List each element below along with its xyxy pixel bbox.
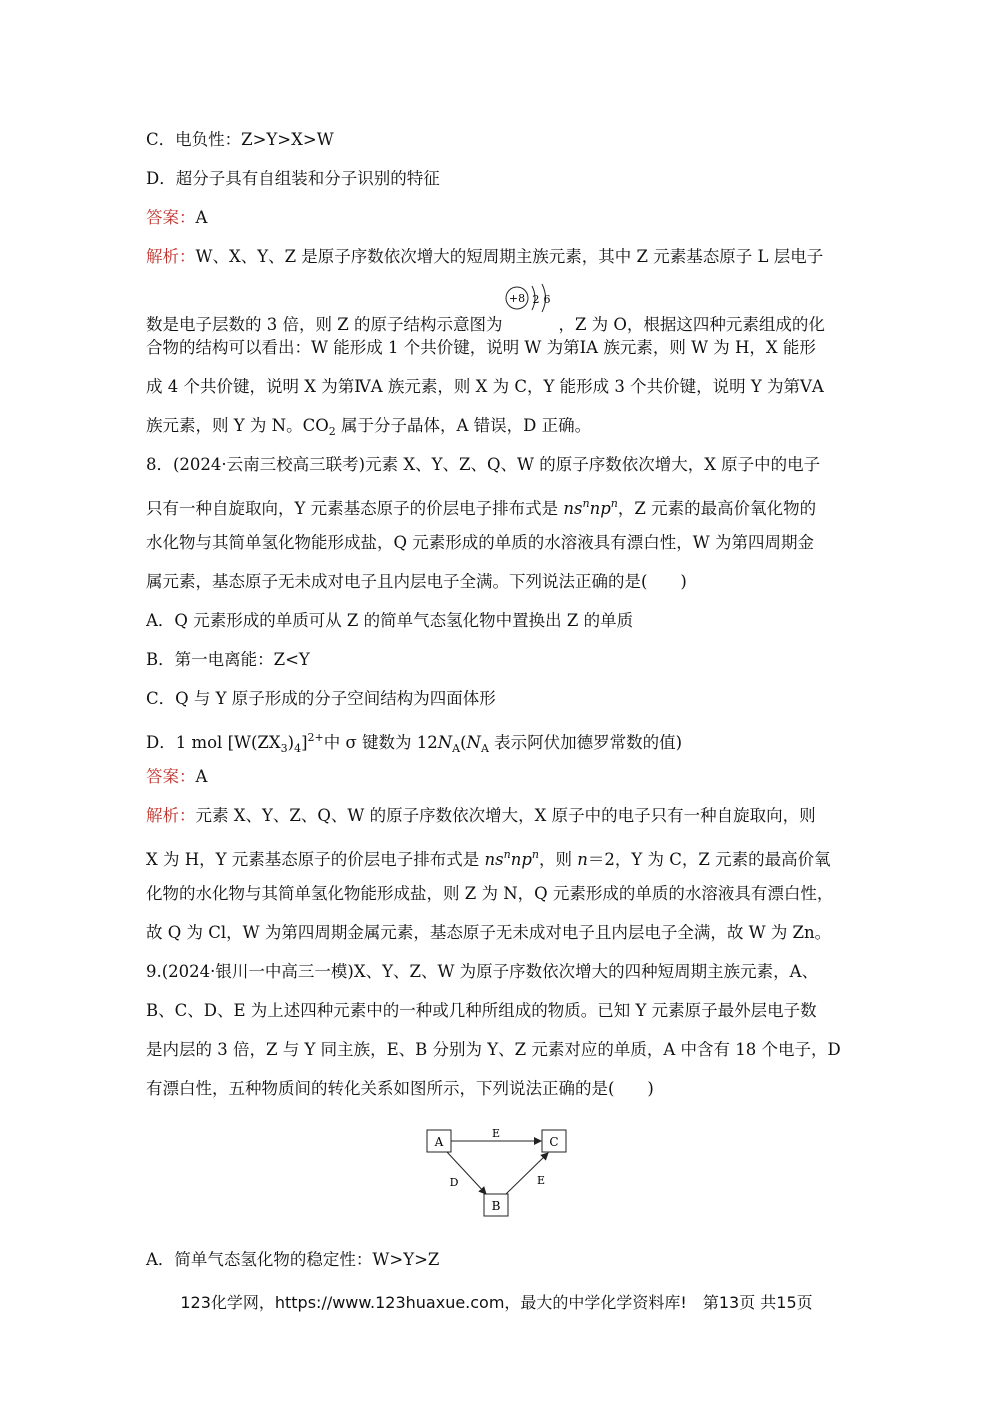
question-9-line-4: 有漂白性，五种物质间的转化关系如图所示，下列说法正确的是( ) [146,1079,654,1098]
node-b-label: B [491,1199,501,1213]
analysis-line-8-2: X 为 H，Y 元素基态原子的价层电子排布式是 $ns^nnp^n$，则 n＝2，Y 为 C，Z 元素的最高价氧 [146,848,831,869]
question-9-line-3: 是内层的 3 倍，Z 与 Y 同主族，E、B 分别为 Y、Z 元素对应的单质，A 中含有 18 个电子，D [146,1040,841,1059]
node-c-label: C [549,1135,559,1149]
nucleus-charge: +8 [509,292,526,305]
conversion-flow-diagram [420,1118,580,1228]
question-8-option-b: B．第一电离能：Z<Y [146,650,310,669]
answer-line-8: 答案：A [146,767,208,786]
analysis-line-7-5: 族元素，则 Y 为 N。$CO_2$ 属于分子晶体，A 错误，D 正确。 [146,416,592,438]
edge-b-to-c-label: E [536,1174,546,1187]
question-8-line-2: 只有一种自旋取向，Y 元素基态原子的价层电子排布式是 $ns^nnp^n$，Z 元素的最高价氧化物的 [146,497,817,518]
question-9-line-2: B、C、D、E 为上述四种元素中的一种或几种所组成的物质。已知 Y 元素原子最外层电子数 [146,1001,817,1020]
analysis-line-7-1: 解析：W、X、Y、Z 是原子序数依次增大的短周期主族元素，其中 Z 元素基态原子 L 层电子 [146,247,824,266]
question-8-line-4: 属元素，基态原子无未成对电子且内层电子全满。下列说法正确的是( ) [146,572,687,591]
question-8-line-3: 水化物与其简单氢化物能形成盐，Q 元素形成的单质的水溶液具有漂白性，W 为第四周期金 [146,533,814,552]
page-footer: 123化学网，https://www.123huaxue.com，最大的中学化学资料库! 第13页 共15页 [180,1293,813,1312]
edge-a-to-b-label: D [449,1176,459,1189]
analysis-line-7-4: 成 4 个共价键，说明 X 为第ⅣA 族元素，则 X 为 C，Y 能形成 3 个共价键，说明 Y 为第ⅤA [146,377,824,396]
analysis-line-7-3: 合物的结构可以看出：W 能形成 1 个共价键，说明 W 为第ⅠA 族元素，则 W 为 H，X 能形 [146,338,816,357]
edge-a-to-c-label: E [491,1127,501,1140]
analysis-line-8-4: 故 Q 为 Cl，W 为第四周期金属元素，基态原子无未成对电子且内层电子全满，故 W 为 Zn。 [146,923,832,942]
analysis-line-7-2: 数是电子层数的 3 倍，则 Z 的原子结构示意图为 +8 2 6 ，Z 为 O，根据这四种元素组成的化 [146,298,825,338]
shell-2-electrons: 6 [543,293,551,306]
analysis-line-8-3: 化物的水化物与其简单氢化物能形成盐，则 Z 为 N，Q 元素形成的单质的水溶液具有漂白性， [146,884,834,903]
analysis-line-8-1: 解析：元素 X、Y、Z、Q、W 的原子序数依次增大，X 原子中的电子只有一种自旋取向，则 [146,806,816,825]
question-8-line-1: 8．(2024·云南三校高三联考)元素 X、Y、Z、Q、W 的原子序数依次增大，X 原子中的电子 [146,455,821,474]
answer-line-7: 答案：A [146,208,208,227]
question-9-option-a: A．简单气态氢化物的稳定性：W>Y>Z [146,1250,440,1269]
node-a-label: A [434,1135,444,1149]
question-8-option-d: D．1 mol $[W(ZX_3)_4]^{2+}$中 σ 键数为 $12N_A(N_A$ 表示阿伏加德罗常数的值) [146,731,683,755]
question-8-option-a: A．Q 元素形成的单质可从 Z 的简单气态氢化物中置换出 Z 的单质 [146,611,634,630]
shell-1-electrons: 2 [532,293,540,306]
question-8-option-c: C．Q 与 Y 原子形成的分子空间结构为四面体形 [146,689,496,708]
question-9-line-1: 9.(2024·银川一中高三一模)X、Y、Z、W 为原子序数依次增大的四种短周期主族元素，A、 [146,962,819,981]
atom-structure-diagram [502,292,558,338]
option-d-line: D．超分子具有自组装和分子识别的特征 [146,169,440,188]
option-c-line: C．电负性：Z>Y>X>W [146,130,334,149]
